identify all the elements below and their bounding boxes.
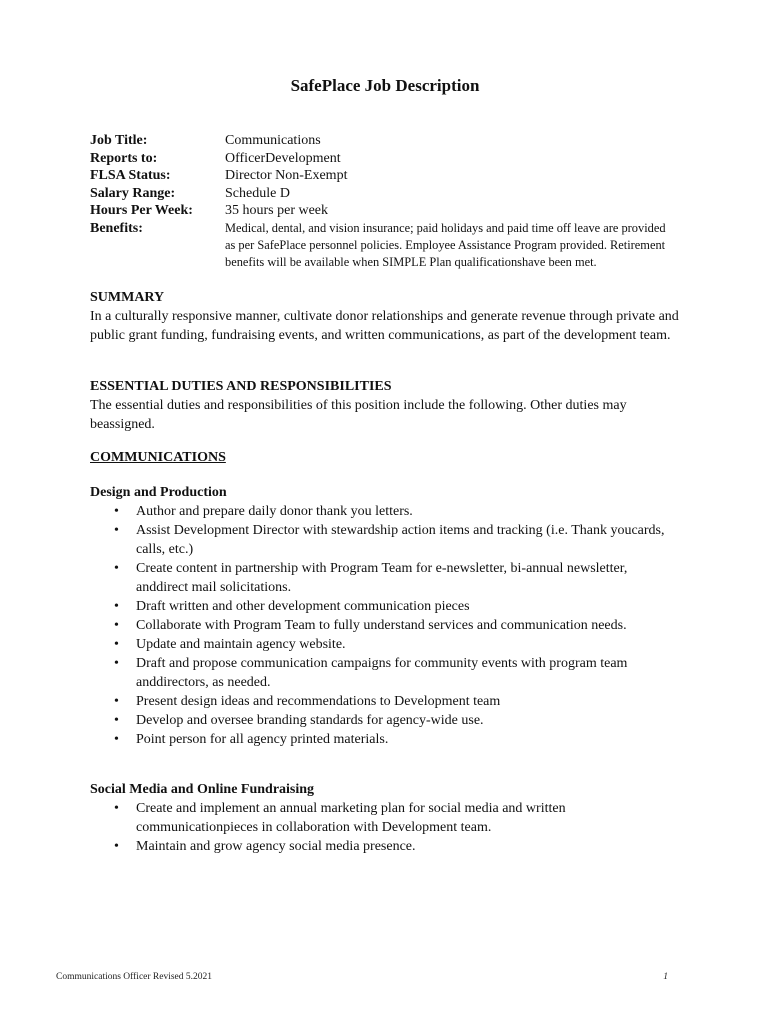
info-row-hours-per-week bbox=[90, 202, 670, 220]
design-list bbox=[90, 502, 680, 749]
bullet-icon: • bbox=[114, 713, 119, 728]
bullet-icon: • bbox=[114, 618, 119, 633]
bullet-icon: • bbox=[114, 561, 119, 576]
bullet-icon: • bbox=[114, 801, 119, 816]
list-item-text: Update and maintain agency website. bbox=[136, 637, 346, 652]
info-row-benefits bbox=[90, 220, 670, 271]
bullet-icon: • bbox=[114, 637, 119, 652]
design-heading: Design and Production bbox=[90, 485, 227, 500]
list-item bbox=[90, 730, 680, 749]
duties-heading: ESSENTIAL DUTIES AND RESPONSIBILITIES bbox=[90, 379, 392, 394]
info-value: Medical, dental, and vision insurance; paid holidays and paid time off leave are provided as per SafePlace personnel policies. Employee Assistance Program provided. Retirement benefits will be available when SIMPLE Plan qualificationshave been met. bbox=[225, 220, 666, 269]
list-item bbox=[90, 692, 680, 711]
info-value: Schedule D bbox=[225, 185, 290, 201]
info-label: Benefits: bbox=[90, 220, 143, 236]
duties-section bbox=[90, 377, 680, 434]
info-value: OfficerDevelopment bbox=[225, 150, 341, 166]
list-item-text: Create content in partnership with Program Team for e-newsletter, bi-annual newsletter, anddirect mail solicitations. bbox=[136, 561, 628, 595]
info-row-job-title bbox=[90, 132, 670, 150]
info-row-salary-range bbox=[90, 185, 670, 203]
info-row-flsa-status bbox=[90, 167, 670, 185]
list-item bbox=[90, 837, 680, 856]
list-item bbox=[90, 635, 680, 654]
list-item-text: Create and implement an annual marketing plan for social media and written communicationpieces in collaboration with Development team. bbox=[136, 801, 566, 835]
info-label: Salary Range: bbox=[90, 185, 176, 201]
bullet-icon: • bbox=[114, 599, 119, 614]
list-item-text: Maintain and grow agency social media presence. bbox=[136, 839, 416, 854]
list-item bbox=[90, 799, 680, 837]
bullet-icon: • bbox=[114, 523, 119, 538]
bullet-icon: • bbox=[114, 732, 119, 747]
summary-heading: SUMMARY bbox=[90, 290, 165, 305]
summary-text: In a culturally responsive manner, cultivate donor relationships and generate revenue through private and public grant funding, fundraising events, and written communications, as part of the development team. bbox=[90, 309, 679, 343]
list-item-text: Author and prepare daily donor thank you letters. bbox=[136, 504, 413, 519]
info-value: 35 hours per week bbox=[225, 203, 329, 219]
list-item-text: Assist Development Director with stewardship action items and tracking (i.e. Thank youcards, calls, etc.) bbox=[136, 523, 665, 557]
list-item-text: Point person for all agency printed materials. bbox=[136, 732, 389, 747]
list-item-text: Collaborate with Program Team to fully understand services and communication needs. bbox=[136, 618, 627, 633]
communications-section bbox=[90, 448, 680, 467]
page-footer bbox=[56, 972, 668, 982]
list-item bbox=[90, 559, 680, 597]
list-item-text: Present design ideas and recommendations to Development team bbox=[136, 694, 501, 709]
page-number: 1 bbox=[663, 972, 668, 982]
list-item bbox=[90, 711, 680, 730]
bullet-icon: • bbox=[114, 839, 119, 854]
social-media-section bbox=[90, 780, 680, 856]
info-value: Director Non-Exempt bbox=[225, 168, 348, 184]
duties-text: The essential duties and responsibilities of this position include the following. Other duties may beassigned. bbox=[90, 398, 627, 432]
list-item bbox=[90, 597, 680, 616]
communications-heading: COMMUNICATIONS bbox=[90, 450, 226, 465]
footer-revision-text: Communications Officer Revised 5.2021 bbox=[56, 972, 213, 982]
summary-section bbox=[90, 288, 680, 345]
social-list bbox=[90, 799, 680, 856]
list-item-text: Develop and oversee branding standards for agency-wide use. bbox=[136, 713, 484, 728]
info-value: Communications bbox=[225, 133, 321, 148]
list-item bbox=[90, 654, 680, 692]
info-label: Job Title: bbox=[90, 133, 148, 148]
list-item bbox=[90, 521, 680, 559]
design-production-section bbox=[90, 483, 680, 749]
info-label: Hours Per Week: bbox=[90, 203, 193, 219]
bullet-icon: • bbox=[114, 694, 119, 709]
info-label: FLSA Status: bbox=[90, 168, 171, 184]
bullet-icon: • bbox=[114, 656, 119, 671]
list-item-text: Draft and propose communication campaigns for community events with program team anddirectors, as needed. bbox=[136, 656, 628, 690]
list-item bbox=[90, 502, 680, 521]
list-item-text: Draft written and other development communication pieces bbox=[136, 599, 470, 614]
info-row-reports-to bbox=[90, 150, 670, 168]
document-title: SafePlace Job Description bbox=[290, 76, 480, 95]
info-label: Reports to: bbox=[90, 150, 158, 166]
social-heading: Social Media and Online Fundraising bbox=[90, 782, 315, 797]
job-info-table bbox=[90, 132, 670, 271]
bullet-icon: • bbox=[114, 504, 119, 519]
list-item bbox=[90, 616, 680, 635]
